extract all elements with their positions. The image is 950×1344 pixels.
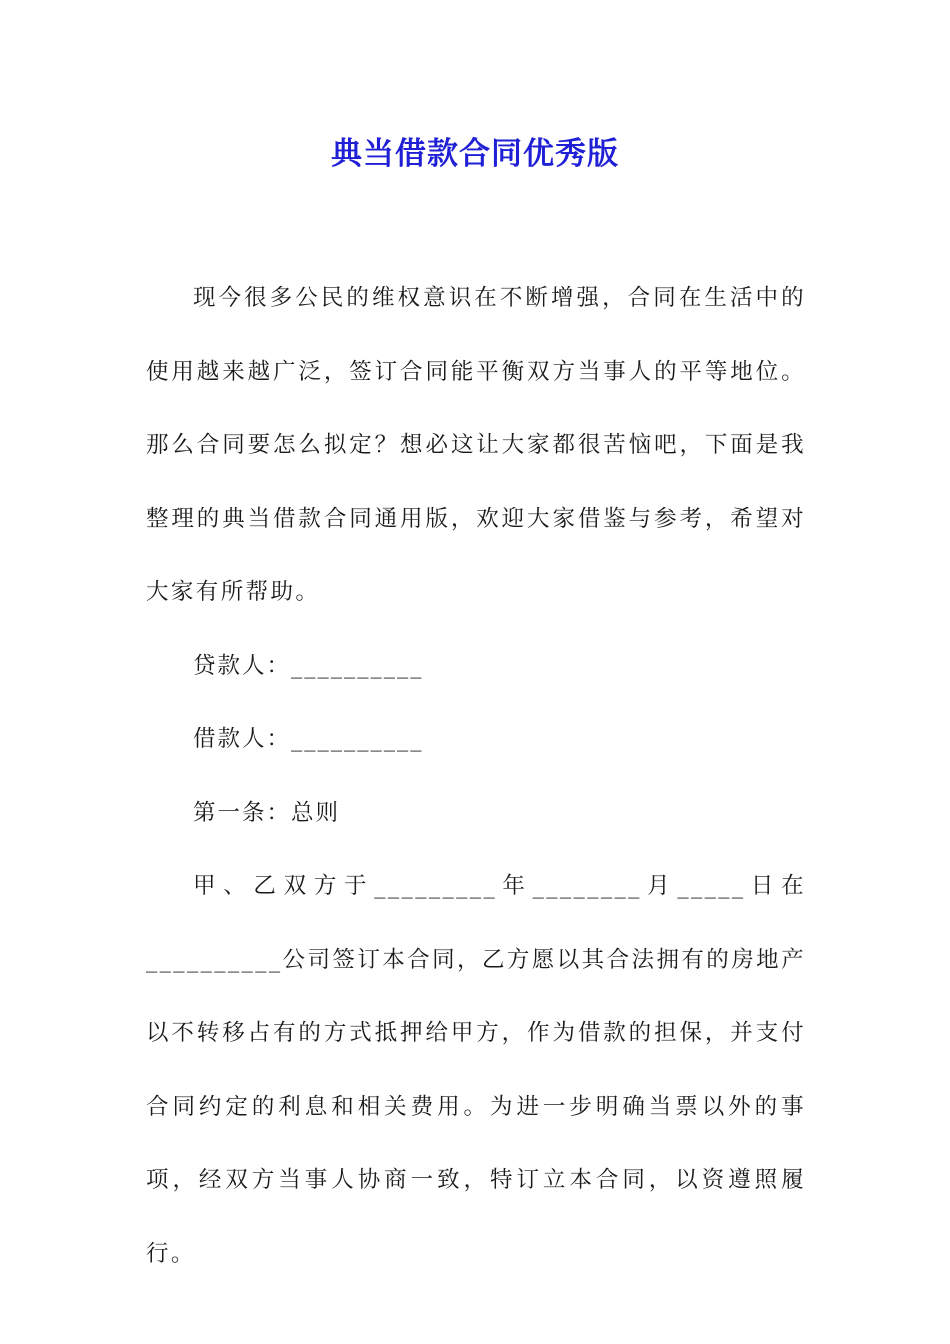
document-body	[146, 262, 806, 1291]
document-title: 典当借款合同优秀版	[331, 136, 619, 172]
article-1-heading: 第一条：总则	[193, 799, 341, 826]
borrower-line: 借款人：__________	[193, 726, 424, 752]
lender-line: 贷款人：__________	[193, 652, 424, 679]
article-1-paragraph: 甲、乙双方于_________年________月_____日在__________公司签订本合同，乙方愿以其合法拥有的房地产以不转移占有的方式抵押给甲方，作为借款的担保，并支付合同约定的利息和相关费用。为进一步明确当票以外的事项，经双方当事人协商一致，特订立本合同，以资遵照履行。	[146, 873, 806, 1267]
intro-paragraph: 现今很多公民的维权意识在不断增强，合同在生活中的使用越来越广泛，签订合同能平衡双方当事人的平等地位。那么合同要怎么拟定？想必这让大家都很苦恼吧，下面是我整理的典当借款合同通用版，欢迎大家借鉴与参考，希望对大家有所帮助。	[146, 285, 806, 605]
